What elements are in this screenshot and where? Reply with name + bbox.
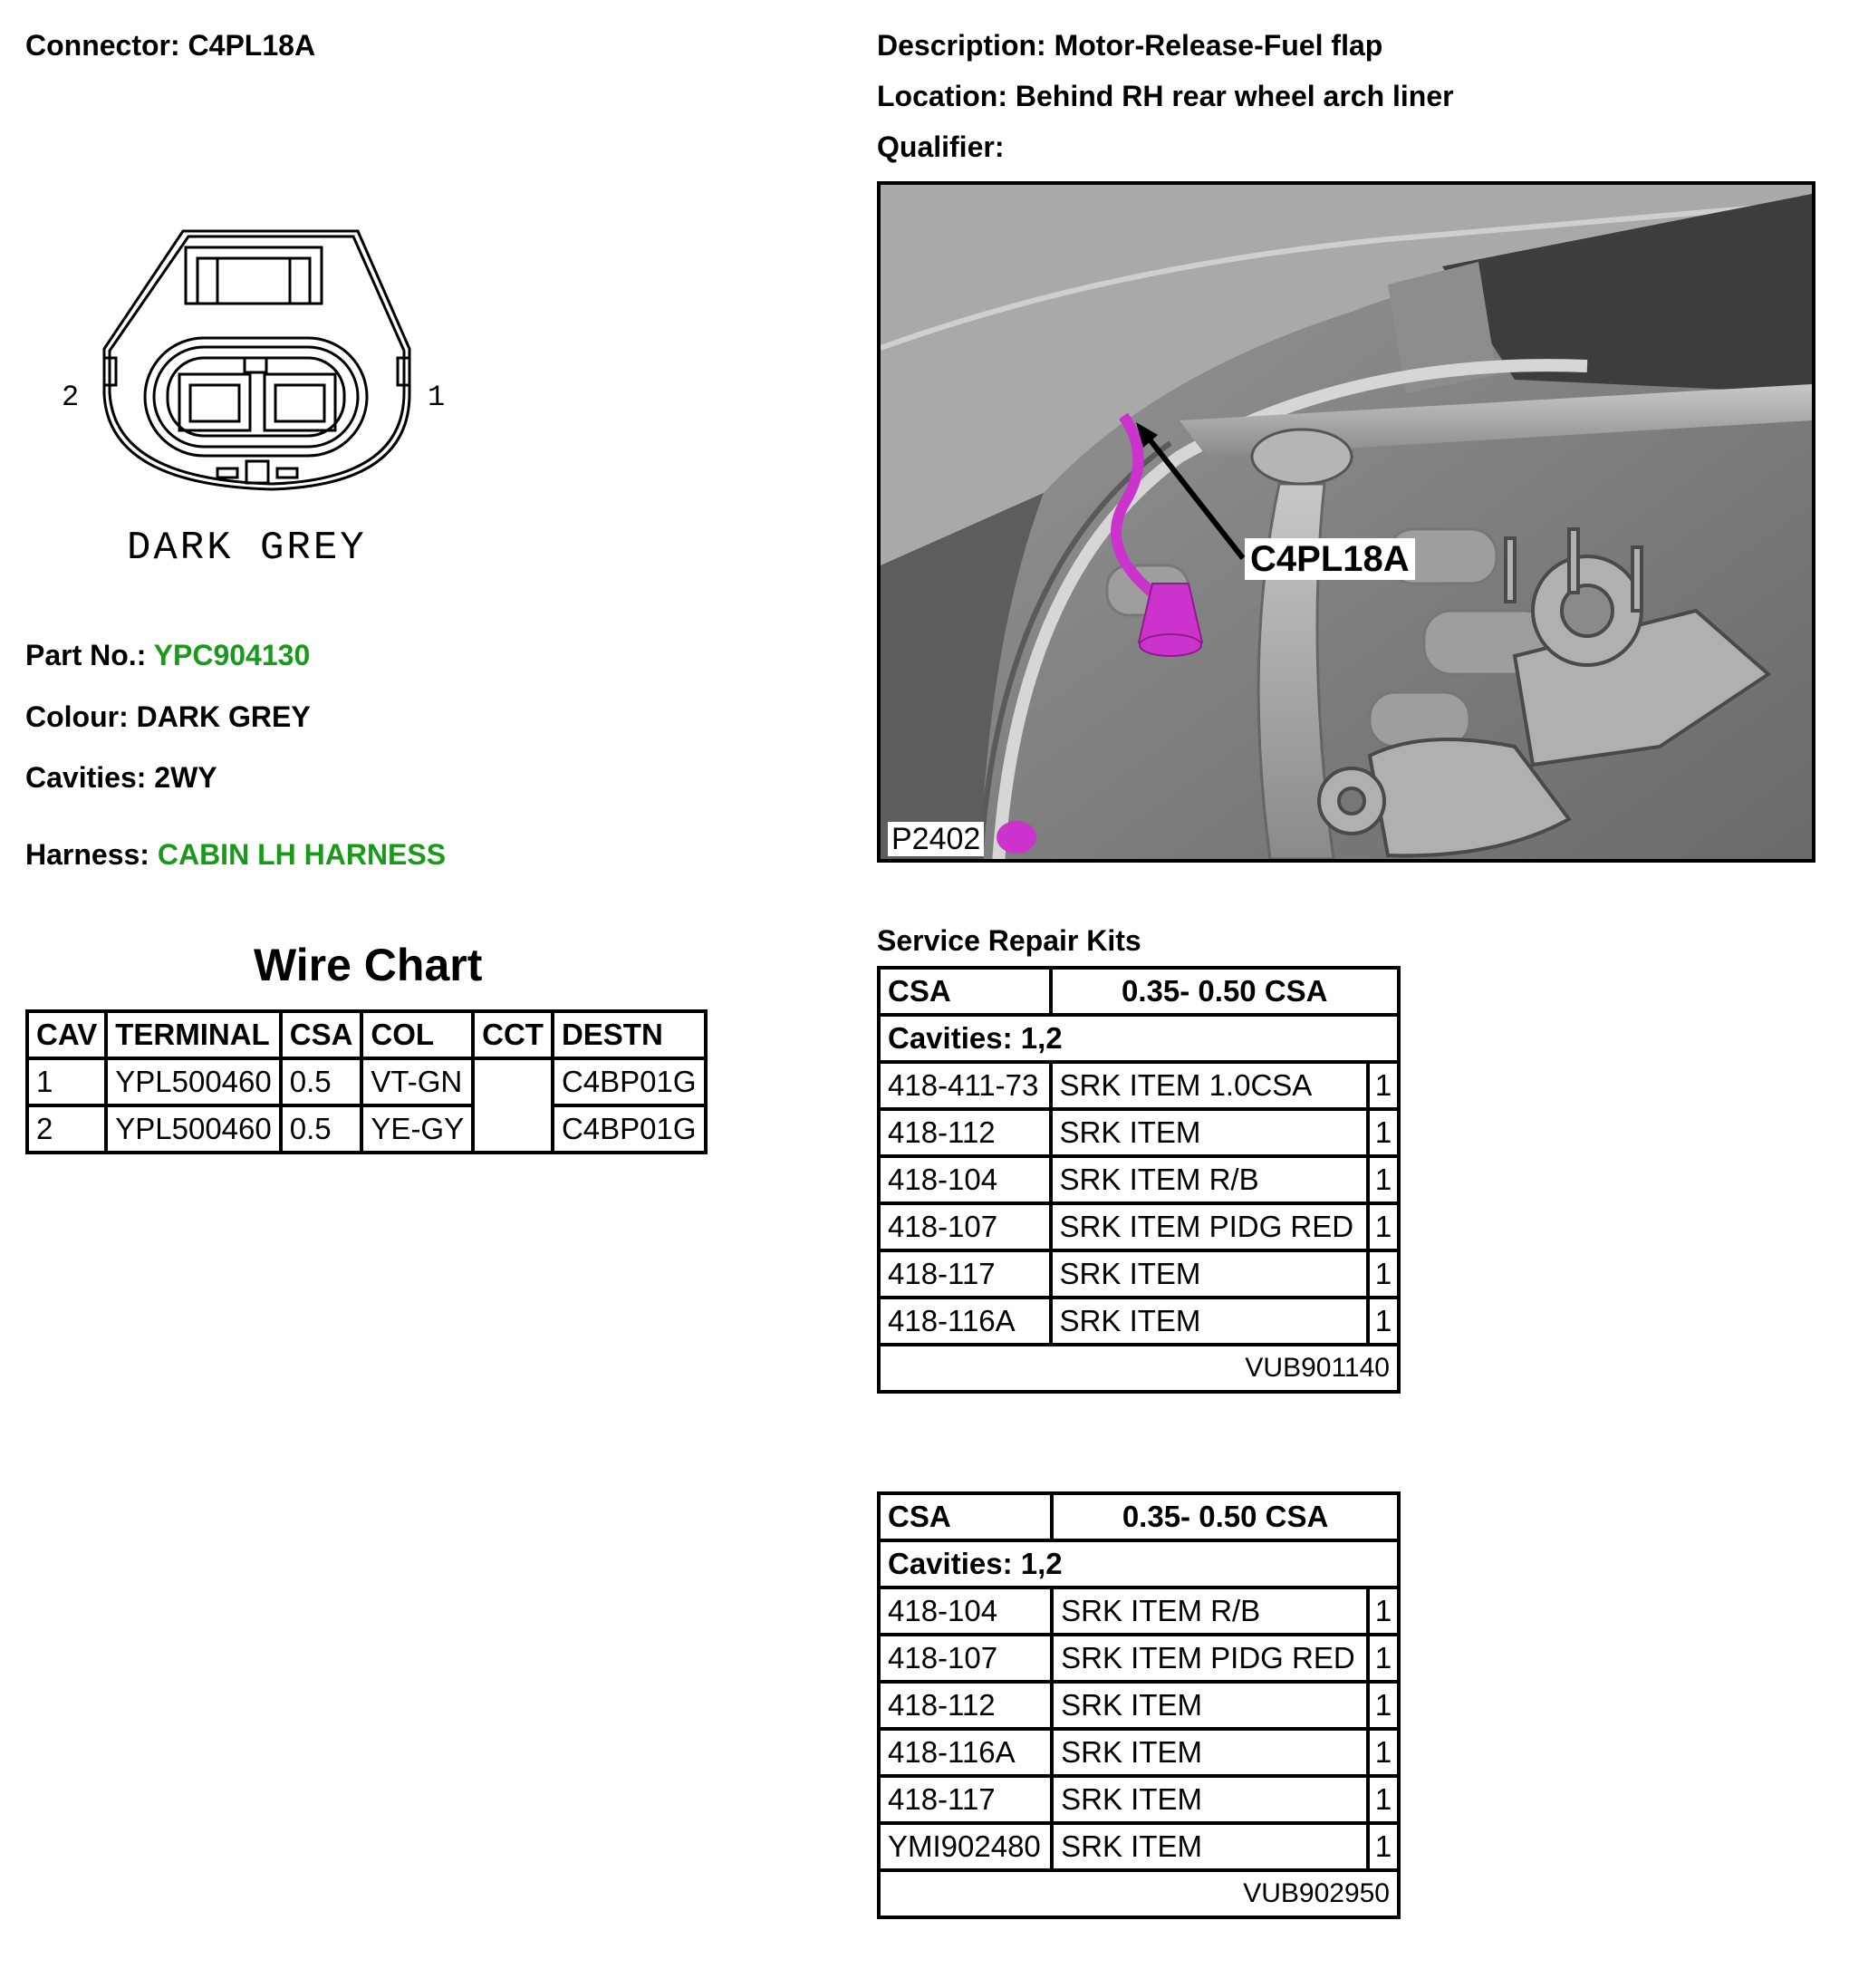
kit-csa-row — [879, 968, 1399, 1015]
col-header: CCT — [473, 1011, 553, 1058]
cell-csa: 0.5 — [281, 1105, 362, 1153]
kit-desc: SRK ITEM — [1052, 1729, 1368, 1776]
kit-number: VUB902950 — [879, 1870, 1399, 1917]
kit-part: 418-104 — [879, 1588, 1052, 1635]
table-row — [879, 1635, 1399, 1682]
kit-qty: 1 — [1368, 1823, 1399, 1870]
wire-chart-header-row — [27, 1011, 706, 1058]
harness-line — [25, 838, 446, 872]
pin-2-number: 2 — [62, 381, 80, 414]
col-header: TERMINAL — [106, 1011, 281, 1058]
kit-desc: SRK ITEM — [1052, 1823, 1368, 1870]
table-row — [879, 1776, 1399, 1823]
kit-desc: SRK ITEM R/B — [1052, 1588, 1368, 1635]
table-row — [879, 1729, 1399, 1776]
kit-csa-label: CSA — [879, 1493, 1052, 1540]
kit-desc: SRK ITEM 1.0CSA — [1051, 1062, 1368, 1109]
colour-line: Colour: DARK GREY — [25, 700, 311, 733]
kit-qty: 1 — [1368, 1682, 1399, 1729]
table-row — [879, 1298, 1399, 1345]
wire-chart-title: Wire Chart — [254, 940, 483, 990]
connector-housing-outline — [104, 231, 409, 489]
part-number-link[interactable]: YPC904130 — [153, 639, 311, 671]
cell-destn: C4BP01G — [553, 1058, 706, 1105]
kit-desc: SRK ITEM PIDG RED — [1052, 1635, 1368, 1682]
table-row — [879, 1156, 1399, 1203]
table-row — [879, 1062, 1399, 1109]
cell-terminal: YPL500460 — [106, 1058, 281, 1105]
table-row — [879, 1588, 1399, 1635]
cell-col: VT-GN — [361, 1058, 473, 1105]
connector-title: Connector: C4PL18A — [25, 29, 316, 62]
description-label: Description: Motor-Release-Fuel flap — [877, 29, 1383, 62]
col-header: DESTN — [553, 1011, 706, 1058]
kit-number-row — [879, 1870, 1399, 1917]
kit-number: VUB901140 — [879, 1345, 1399, 1392]
kit-part: 418-116A — [879, 1729, 1052, 1776]
kit-qty: 1 — [1368, 1588, 1399, 1635]
kit-qty: 1 — [1368, 1062, 1399, 1109]
cell-cav: 2 — [27, 1105, 106, 1153]
kit-desc: SRK ITEM — [1051, 1109, 1368, 1156]
kit-part: 418-112 — [879, 1109, 1051, 1156]
kit-qty: 1 — [1368, 1109, 1399, 1156]
pin-1-number: 1 — [428, 381, 446, 414]
cell-cav: 1 — [27, 1058, 106, 1105]
table-row — [879, 1682, 1399, 1729]
cell-col: YE-GY — [361, 1105, 473, 1153]
service-kit-table-1 — [877, 966, 1401, 1394]
kit-desc: SRK ITEM R/B — [1051, 1156, 1368, 1203]
kit-desc: SRK ITEM PIDG RED — [1051, 1203, 1368, 1250]
latch — [186, 247, 322, 304]
table-row — [879, 1823, 1399, 1870]
location-photo — [877, 181, 1815, 863]
kit-csa-label: CSA — [879, 968, 1051, 1015]
kit-qty: 1 — [1368, 1298, 1399, 1345]
kit-part: 418-411-73 — [879, 1062, 1051, 1109]
table-row — [879, 1203, 1399, 1250]
kit-qty: 1 — [1368, 1635, 1399, 1682]
kit-desc: SRK ITEM — [1052, 1776, 1368, 1823]
kit-qty: 1 — [1368, 1729, 1399, 1776]
qualifier-label: Qualifier: — [877, 130, 1005, 163]
vehicle-wheel-arch-illustration — [881, 185, 1812, 859]
kit-cavities: Cavities: 1,2 — [879, 1015, 1399, 1062]
table-row — [27, 1058, 706, 1105]
table-row — [879, 1250, 1399, 1298]
kit-qty: 1 — [1368, 1203, 1399, 1250]
col-header: COL — [361, 1011, 473, 1058]
kit-part: YMI902480 — [879, 1823, 1052, 1870]
kit-csa-row — [879, 1493, 1399, 1540]
wire-chart-table — [25, 1009, 708, 1154]
col-header: CSA — [281, 1011, 362, 1058]
cell-terminal: YPL500460 — [106, 1105, 281, 1153]
kit-part: 418-116A — [879, 1298, 1051, 1345]
kit-csa-value: 0.35- 0.50 CSA — [1051, 968, 1399, 1015]
location-label: Location: Behind RH rear wheel arch liner — [877, 80, 1454, 112]
kit-part: 418-117 — [879, 1776, 1052, 1823]
kit-part: 418-104 — [879, 1156, 1051, 1203]
kit-qty: 1 — [1368, 1776, 1399, 1823]
kit-cavities-row — [879, 1015, 1399, 1062]
photo-callout-label: C4PL18A — [1245, 538, 1415, 580]
cell-cct — [473, 1058, 553, 1153]
service-kits-title: Service Repair Kits — [877, 924, 1141, 957]
cell-csa: 0.5 — [281, 1058, 362, 1105]
cell-destn: C4BP01G — [553, 1105, 706, 1153]
kit-desc: SRK ITEM — [1051, 1250, 1368, 1298]
harness-label: Harness: — [25, 838, 158, 871]
kit-number-row — [879, 1345, 1399, 1392]
photo-figure-id: P2402 — [888, 822, 984, 856]
connector-colour-caption: DARK GREY — [127, 526, 367, 571]
kit-desc: SRK ITEM — [1052, 1682, 1368, 1729]
kit-cavities: Cavities: 1,2 — [879, 1540, 1399, 1588]
kit-desc: SRK ITEM — [1051, 1298, 1368, 1345]
cavities-line: Cavities: 2WY — [25, 761, 217, 794]
part-number-label: Part No.: — [25, 639, 154, 671]
col-header: CAV — [27, 1011, 106, 1058]
harness-link[interactable]: CABIN LH HARNESS — [157, 838, 447, 871]
service-kit-table-2 — [877, 1491, 1401, 1919]
kit-part: 418-112 — [879, 1682, 1052, 1729]
kit-qty: 1 — [1368, 1156, 1399, 1203]
kit-csa-value: 0.35- 0.50 CSA — [1052, 1493, 1399, 1540]
kit-cavities-row — [879, 1540, 1399, 1588]
table-row — [27, 1105, 706, 1153]
table-row — [879, 1109, 1399, 1156]
part-number-line — [25, 639, 310, 672]
kit-part: 418-117 — [879, 1250, 1051, 1298]
kit-part: 418-107 — [879, 1635, 1052, 1682]
kit-qty: 1 — [1368, 1250, 1399, 1298]
kit-part: 418-107 — [879, 1203, 1051, 1250]
